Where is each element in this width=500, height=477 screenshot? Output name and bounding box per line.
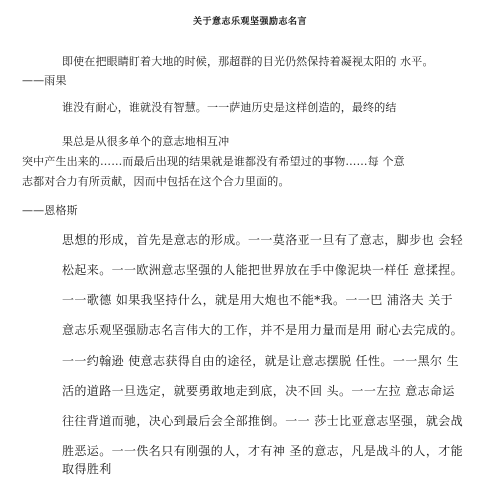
text-line: 谁没有耐心，谁就没有智慧。一一萨迪历史是这样创造的，最终的结 (62, 101, 397, 114)
text-line: 即使在把眼睛盯着大地的时候，那超群的目光仍然保持着凝视太阳的 水平。 (62, 55, 434, 68)
text-line: 胜恶运。一一佚名只有刚强的人，才有神 圣的意志，凡是战斗的人，才能 (62, 444, 464, 458)
text-line: 一一约翰逊 使意志获得自由的途径，就是让意志摆脱 任性。一一黑尔 生 (62, 354, 460, 368)
author-attribution: ——恩格斯 (22, 204, 78, 217)
text-line: 往往背道而驰，决心到最后会全部推倒。一一 莎士比亚意志坚强，就会战 (62, 414, 464, 428)
text-line: 思想的形成，首先是意志的形成。一一莫洛亚一旦有了意志，脚步也 会轻 (62, 233, 464, 247)
text-line: 一一歌德 如果我坚持什么，就是用大炮也不能*我。一一巴 浦洛夫 关于 (62, 293, 454, 307)
text-line: 松起来。一一欧洲意志坚强的人能把世界放在手中像泥块一样任 意揉捏。 (62, 263, 464, 277)
author-attribution: ——雨果 (22, 74, 67, 87)
text-line: 活的道路一旦选定，就要勇敢地走到底，决不回 头。一一左拉 意志命运 (62, 384, 455, 398)
document-title: 关于意志乐观坚强励志名言 (192, 17, 307, 27)
text-line: 取得胜利 (62, 462, 112, 476)
text-line: 志都对合力有所贡献，因而中包括在这个合力里面的。 (22, 175, 290, 188)
text-line: 果总是从很多单个的意志地相互冲 (62, 135, 230, 148)
text-line: 意志乐观坚强励志名言伟大的工作，并不是用力量而是用 耐心去完成的。 (62, 323, 464, 337)
text-line: 突中产生出来的……而最后出现的结果就是谁都没有希望过的事物……每 个意 (22, 155, 405, 168)
